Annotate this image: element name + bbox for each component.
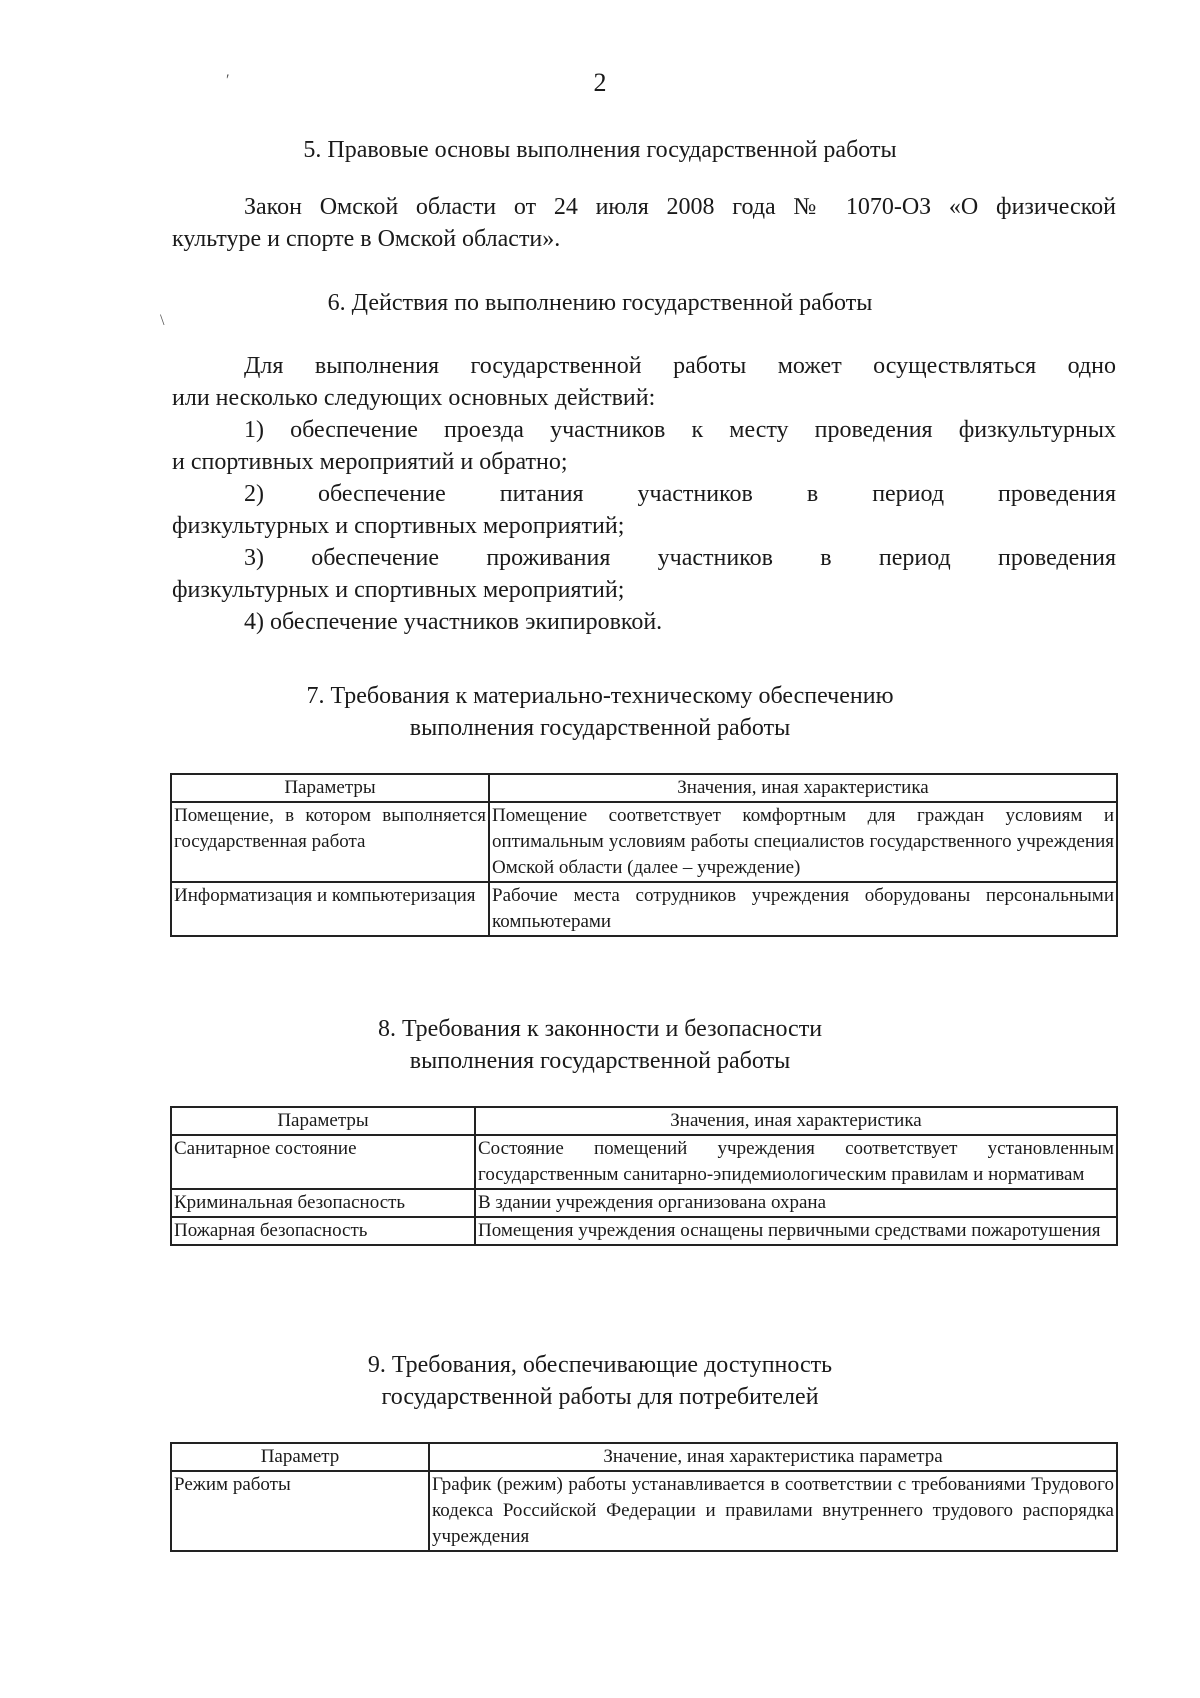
- list-item-4: 4) обеспечение участников экипировкой.: [244, 609, 663, 635]
- table-row: [171, 1135, 1117, 1189]
- page-number: 2: [593, 68, 607, 97]
- section-5-paragraph: [172, 191, 1116, 255]
- table-cell: Рабочие места сотрудников учреждения оборудованы персональными компьютерами: [489, 882, 1117, 936]
- table-header-row: [171, 1443, 1117, 1471]
- table-cell: Помещение, в котором выполняется государственная работа: [171, 802, 489, 882]
- section-9-heading-line1: 9. Требования, обеспечивающие доступность: [367, 1352, 833, 1378]
- table-row: [171, 882, 1117, 936]
- table-row: [171, 1189, 1117, 1217]
- section-9-heading-line2: государственной работы для потребителей: [381, 1384, 819, 1410]
- paragraph-line: Для выполнения государственной работы может осуществляться одно: [244, 353, 1116, 379]
- section-7-table: [170, 773, 1118, 937]
- table-header-cell: Параметры: [171, 774, 489, 802]
- table-header-cell: Значение, иная характеристика параметра: [429, 1443, 1117, 1471]
- section-6-paragraph: [172, 350, 1116, 638]
- table-row: [171, 802, 1117, 882]
- table-cell: Пожарная безопасность: [171, 1217, 475, 1245]
- table-cell: В здании учреждения организована охрана: [475, 1189, 1117, 1217]
- table-row: [171, 1471, 1117, 1551]
- table-header-row: [171, 1107, 1117, 1135]
- table-cell: Помещения учреждения оснащены первичными средствами пожаротушения: [475, 1217, 1117, 1245]
- paragraph-line: или несколько следующих основных действий:: [172, 385, 656, 411]
- list-item-3-cont: физкультурных и спортивных мероприятий;: [172, 577, 625, 603]
- table-cell: График (режим) работы устанавливается в соответствии с требованиями Трудового кодекса Российской Федерации и правилами внутреннего трудового распорядка учреждения: [429, 1471, 1117, 1551]
- scan-speck: ′: [226, 72, 230, 89]
- table-header-row: [171, 774, 1117, 802]
- list-item-2-cont: физкультурных и спортивных мероприятий;: [172, 513, 625, 539]
- list-item-1: 1) обеспечение проезда участников к месту проведения физкультурных: [244, 417, 1116, 443]
- table-header-cell: Параметры: [171, 1107, 475, 1135]
- table-cell: Помещение соответствует комфортным для граждан условиям и оптимальным условиям работы специалистов государственного учреждения Омской области (далее – учреждение): [489, 802, 1117, 882]
- table-cell: Криминальная безопасность: [171, 1189, 475, 1217]
- paragraph-line: Закон Омской области от 24 июля 2008 года № 1070-ОЗ «О физической: [244, 194, 1116, 220]
- list-item-1-cont: и спортивных мероприятий и обратно;: [172, 449, 568, 475]
- section-7-heading-line2: выполнения государственной работы: [409, 715, 791, 741]
- section-8-heading-line1: 8. Требования к законности и безопасности: [377, 1016, 823, 1042]
- table-header-cell: Значения, иная характеристика: [489, 774, 1117, 802]
- list-item-3: 3) обеспечение проживания участников в период проведения: [244, 545, 1116, 571]
- section-8-table: [170, 1106, 1118, 1246]
- table-cell: Санитарное состояние: [171, 1135, 475, 1189]
- table-cell: Информатизация и компьютеризация: [171, 882, 489, 936]
- table-cell: Состояние помещений учреждения соответствует установленным государственным санитарно-эпидемиологическим правилам и нормативам: [475, 1135, 1117, 1189]
- section-9-table: [170, 1442, 1118, 1552]
- table-cell: Режим работы: [171, 1471, 429, 1551]
- list-item-2: 2) обеспечение питания участников в период проведения: [244, 481, 1116, 507]
- section-8-heading-line2: выполнения государственной работы: [409, 1048, 791, 1074]
- scan-speck: \: [160, 312, 165, 329]
- section-6-heading: 6. Действия по выполнению государственной работы: [327, 290, 873, 316]
- section-5-heading: 5. Правовые основы выполнения государственной работы: [303, 137, 897, 163]
- table-header-cell: Значения, иная характеристика: [475, 1107, 1117, 1135]
- table-header-cell: Параметр: [171, 1443, 429, 1471]
- section-7-heading-line1: 7. Требования к материально-техническому обеспечению: [306, 683, 894, 709]
- table-row: [171, 1217, 1117, 1245]
- paragraph-line: культуре и спорте в Омской области».: [172, 226, 561, 252]
